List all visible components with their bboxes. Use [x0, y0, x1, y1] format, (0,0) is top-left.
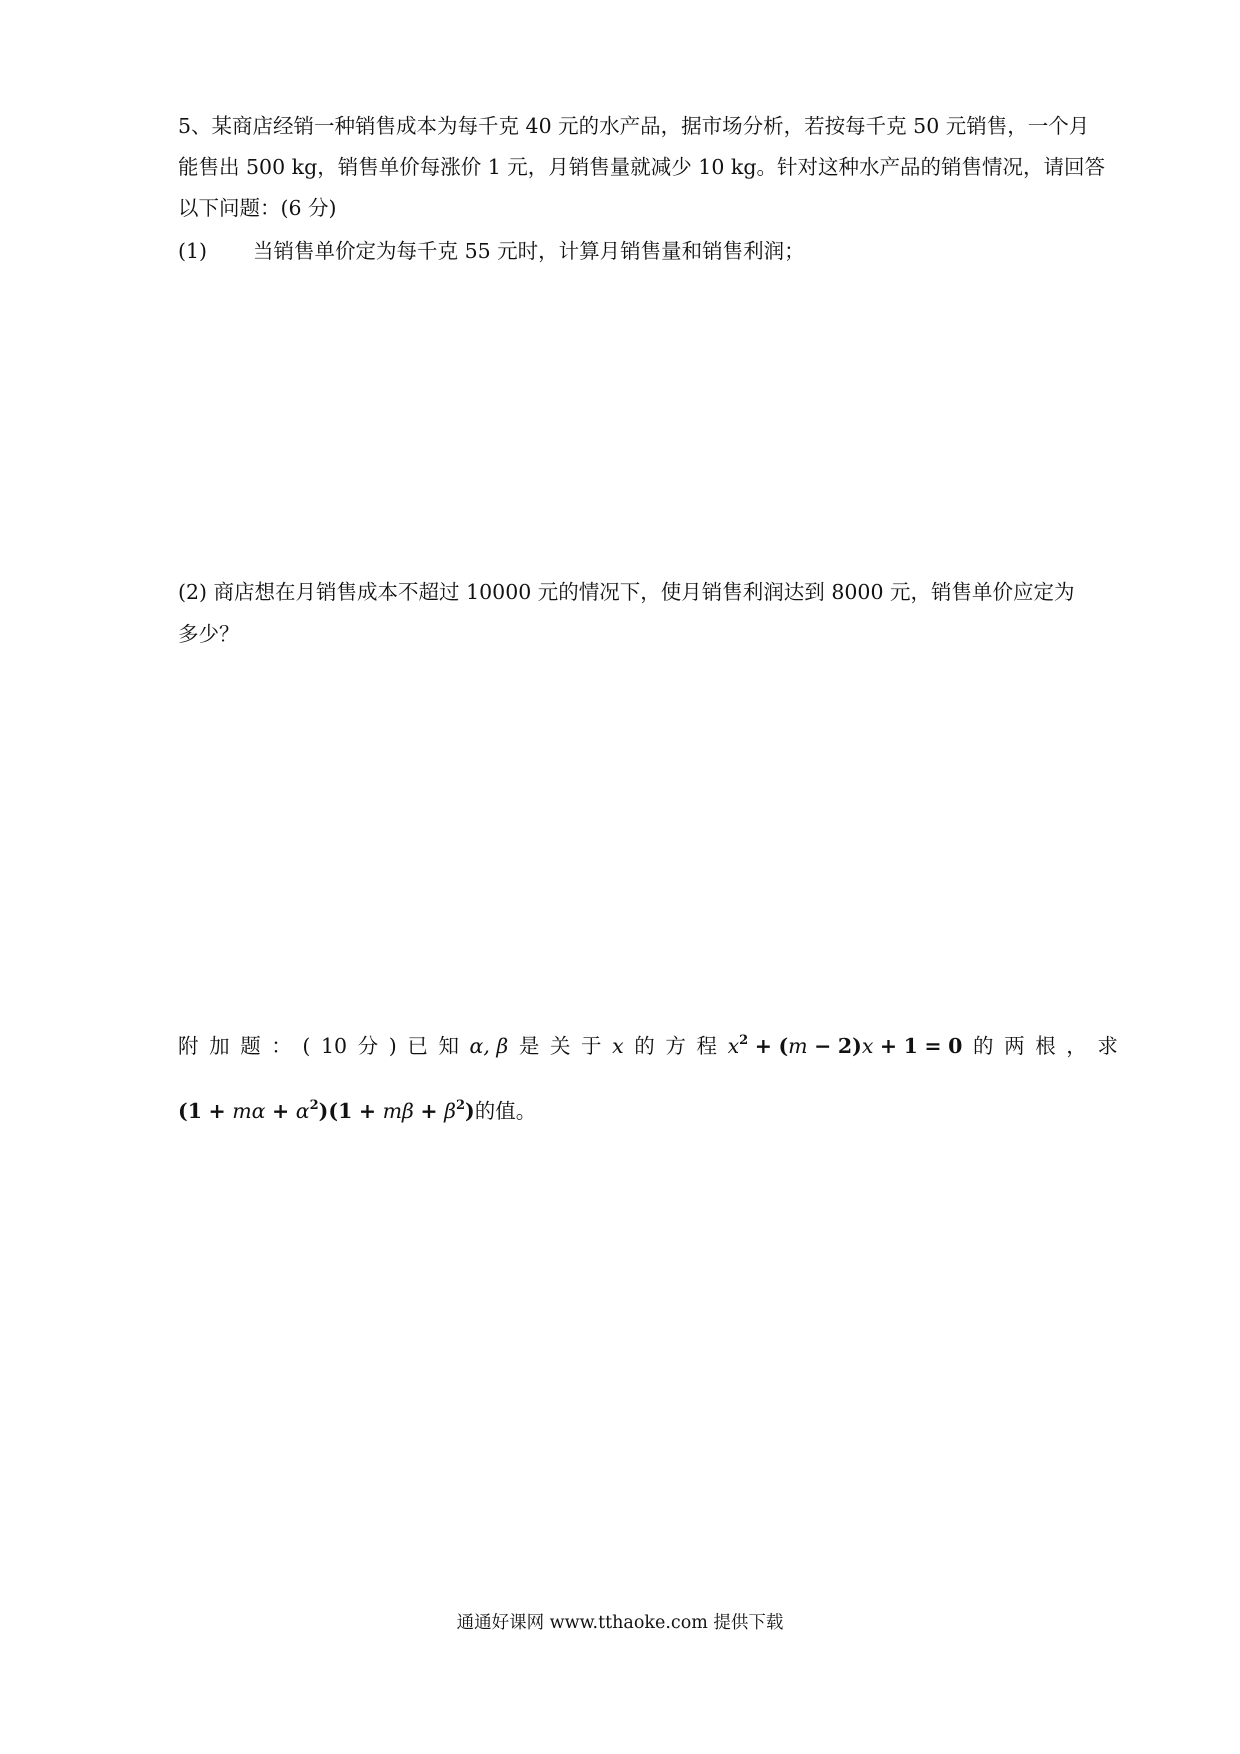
alpha-beta-symbols: α, β — [469, 1034, 509, 1058]
bonus-char: 分 — [357, 1034, 379, 1058]
bonus-char: 已 — [407, 1034, 428, 1058]
bonus-char: ： — [271, 1034, 292, 1058]
bonus-question-line1 — [178, 1032, 1118, 1060]
question-1-text: 当销售单价定为每千克 55 元时，计算月销售量和销售利润； — [253, 239, 805, 263]
product-expression — [178, 1099, 475, 1123]
bonus-points: 10 — [320, 1034, 348, 1058]
question-2-line2: 多少？ — [178, 622, 240, 646]
bonus-char: ， — [1066, 1034, 1087, 1058]
bonus-char: 程 — [696, 1034, 717, 1058]
question-2-line1: (2) 商店想在月销售成本不超过 10000 元的情况下，使月销售利润达到 8000 元，销售单价应定为 — [178, 580, 1075, 604]
expression-rendered: $(1 + m\alpha + \alpha^2)(1 + m\beta + \beta^2)$ — [178, 1098, 475, 1123]
variable-x: x — [612, 1034, 624, 1058]
bonus-char: 根 — [1035, 1034, 1056, 1058]
bonus-char: 知 — [438, 1034, 459, 1058]
bonus-char: 于 — [581, 1034, 602, 1058]
bonus-char: ) — [388, 1034, 397, 1058]
bonus-char: 方 — [665, 1034, 686, 1058]
bonus-suffix: 的值。 — [474, 1099, 537, 1123]
problem5-line3: 以下问题：(6 分) — [178, 196, 337, 220]
problem5-line1: 5、某商店经销一种销售成本为每千克 40 元的水产品，据市场分析，若按每千克 50 元销售，一个月 — [178, 114, 1090, 138]
bonus-char: 附 — [178, 1034, 199, 1058]
problem5-line2: 能售出 500 kg，销售单价每涨价 1 元，月销售量就减少 10 kg。针对这种水产品的销售情况，请回答 — [178, 155, 1105, 179]
equation-rendered: $x^2 + (m - 2)x + 1 = 0$ — [727, 1033, 963, 1058]
bonus-char: 求 — [1097, 1034, 1118, 1058]
bonus-question-line2 — [178, 1097, 1118, 1125]
bonus-char: 关 — [549, 1034, 571, 1058]
bonus-char: 加 — [209, 1034, 230, 1058]
bonus-char: 的 — [634, 1034, 655, 1058]
quadratic-equation — [728, 1032, 963, 1060]
question-1-number: (1) — [178, 239, 208, 263]
question-1 — [178, 237, 1118, 265]
bonus-char: 题 — [240, 1034, 261, 1058]
bonus-char: 是 — [518, 1034, 540, 1058]
bonus-char: 的 — [973, 1034, 994, 1058]
bonus-char: 两 — [1004, 1034, 1025, 1058]
footer-credit: 通通好课网 www.tthaoke.com 提供下载 — [456, 1613, 784, 1633]
bonus-char: ( — [302, 1034, 311, 1058]
